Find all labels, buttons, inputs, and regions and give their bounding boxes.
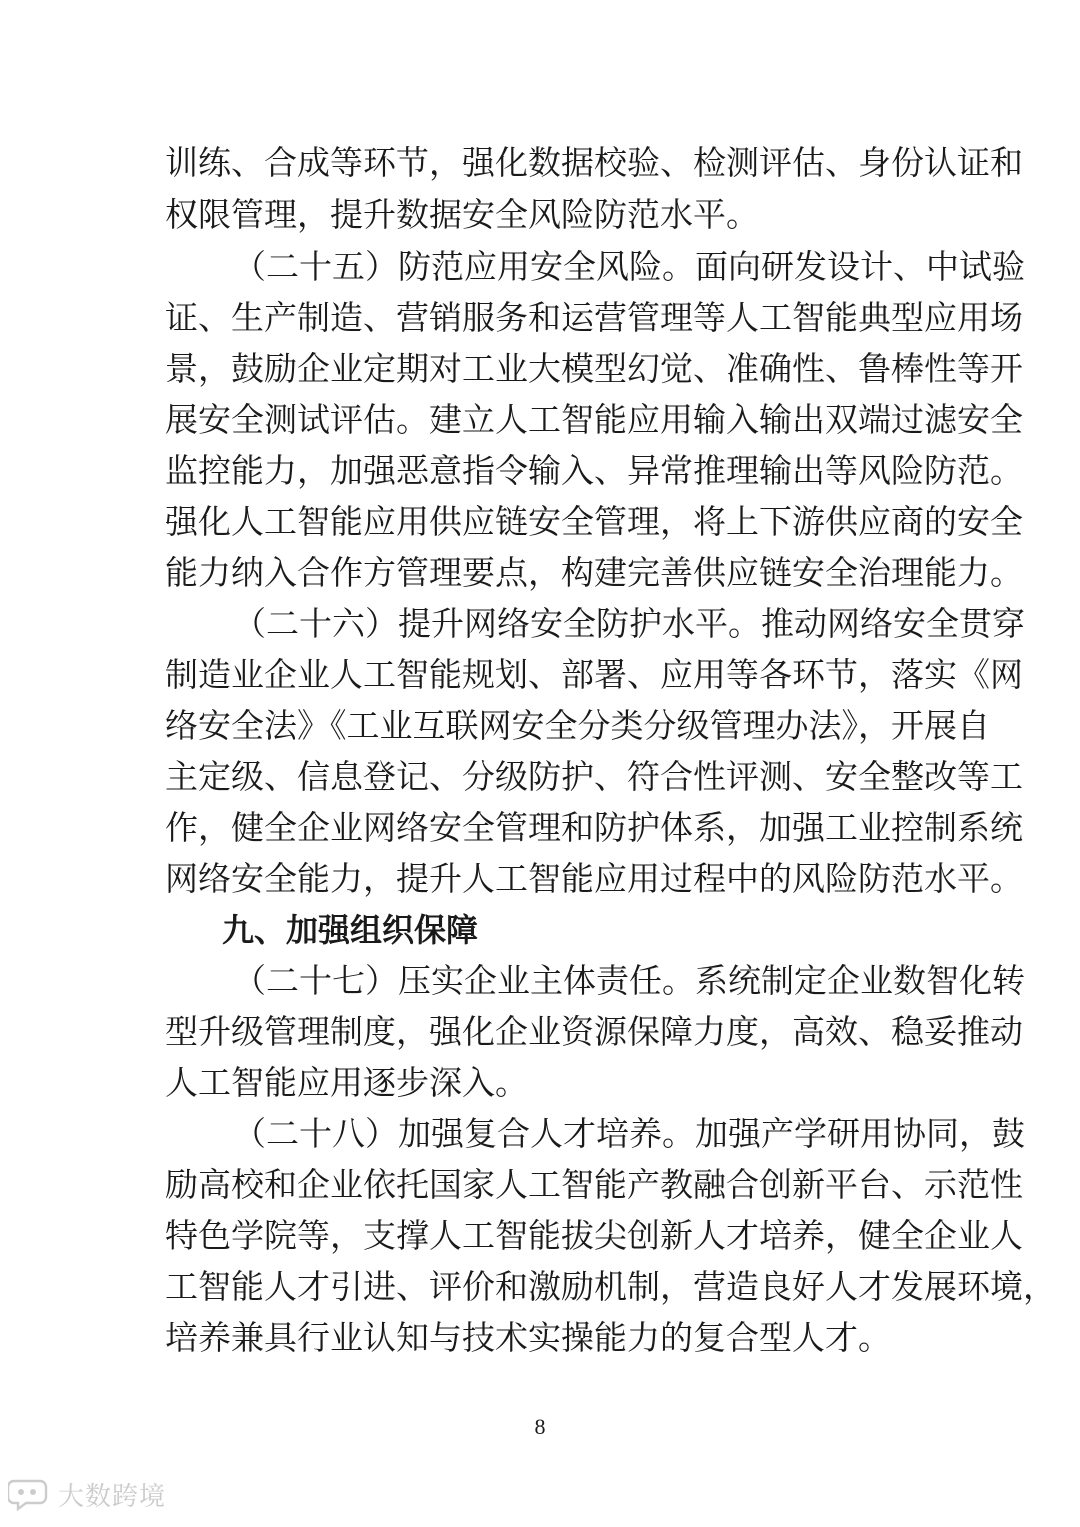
body-line: 络安全法》《工业互联网安全分类分级管理办法》，开展自 (165, 706, 990, 745)
watermark (8, 1468, 166, 1520)
body-line: 强化人工智能应用供应链安全管理，将上下游供应商的安全 (165, 502, 1023, 541)
body-line: 人工智能应用逐步深入。 (165, 1063, 528, 1102)
body-line: 型升级管理制度，强化企业资源保障力度，高效、稳妥推动 (165, 1012, 1023, 1051)
section-line-25: （二十五）防范应用安全风险。面向研发设计、中试验 (233, 247, 1025, 286)
section-line-28: （二十八）加强复合人才培养。加强产学研用协同，鼓 (233, 1114, 1025, 1153)
body-line: 展安全测试评估。建立人工智能应用输入输出双端过滤安全 (165, 400, 1023, 439)
section-heading: 九、加强组织保障 (222, 911, 479, 949)
body-line: 制造业企业人工智能规划、部署、应用等各环节，落实《网 (165, 655, 1023, 694)
speech-bubble-logo-icon (8, 1477, 52, 1511)
body-line: 工智能人才引进、评价和激励机制，营造良好人才发展环境， (165, 1267, 1056, 1306)
body-line: 作，健全企业网络安全管理和防护体系，加强工业控制系统 (165, 808, 1023, 847)
watermark-text: 大数跨境 (58, 1481, 167, 1512)
section-line-26: （二十六）提升网络安全防护水平。推动网络安全贯穿 (233, 604, 1025, 643)
body-line: 励高校和企业依托国家人工智能产教融合创新平台、示范性 (165, 1165, 1023, 1204)
body-line: 培养兼具行业认知与技术实操能力的复合型人才。 (165, 1318, 891, 1357)
body-line: 训练、合成等环节，强化数据校验、检测评估、身份认证和 (165, 143, 1023, 182)
body-line: 主定级、信息登记、分级防护、符合性评测、安全整改等工 (165, 757, 1023, 796)
body-line: 监控能力，加强恶意指令输入、异常推理输出等风险防范。 (165, 451, 1023, 490)
body-line: 网络安全能力，提升人工智能应用过程中的风险防范水平。 (165, 859, 1023, 898)
body-line: 证、生产制造、营销服务和运营管理等人工智能典型应用场 (165, 298, 1023, 337)
body-line: 景，鼓励企业定期对工业大模型幻觉、准确性、鲁棒性等开 (165, 349, 1023, 388)
section-line-27: （二十七）压实企业主体责任。系统制定企业数智化转 (233, 961, 1025, 1000)
body-line: 特色学院等，支撑人工智能拔尖创新人才培养，健全企业人 (165, 1216, 1023, 1255)
page-number: 8 (534, 1414, 546, 1439)
body-line: 能力纳入合作方管理要点，构建完善供应链安全治理能力。 (165, 553, 1023, 592)
body-line: 权限管理，提升数据安全风险防范水平。 (165, 195, 759, 234)
